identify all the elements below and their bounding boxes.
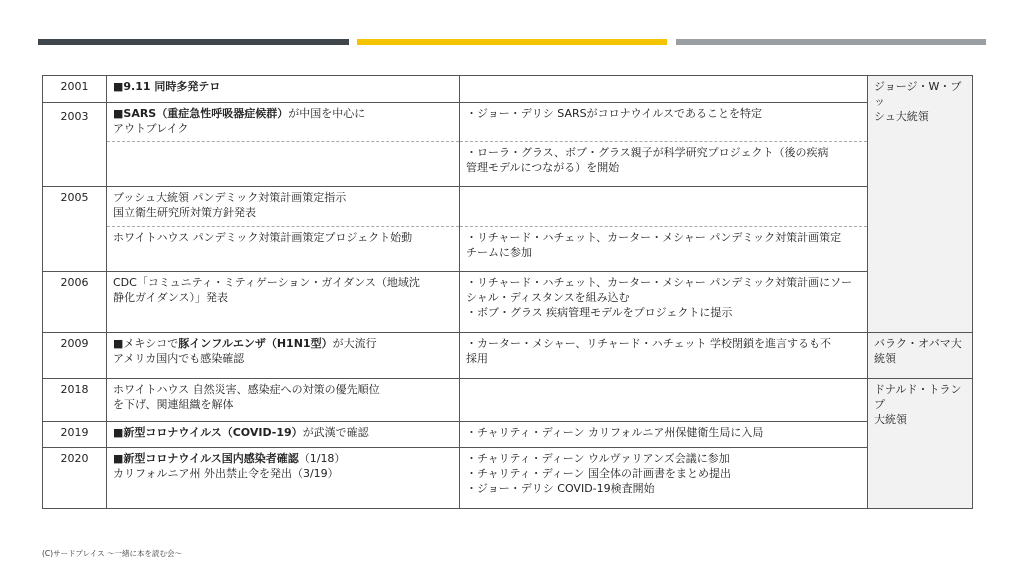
year-cell: 2005 bbox=[43, 187, 107, 272]
event-cell bbox=[107, 103, 460, 142]
event-bold-text: ■新型コロナウイルス（COVID-19） bbox=[113, 426, 303, 439]
event-text: が武漢で確認 bbox=[302, 426, 369, 439]
event-text: ホワイトハウス パンデミック対策計画策定プロジェクト始動 bbox=[113, 231, 413, 244]
action-cell: ・カーター・メシャー、リチャード・ハチェット 学校閉鎖を進言するも不 採用 bbox=[460, 333, 868, 379]
action-cell bbox=[460, 379, 868, 422]
event-bold-text: 豚インフルエンザ（H1N1型） bbox=[178, 337, 333, 350]
action-cell: ・リチャード・ハチェット、カーター・メシャー パンデミック対策計画にソー シャル・ディスタンスを組み込む ・ボブ・グラス 疾病管理モデルをプロジェクトに提示 bbox=[460, 272, 868, 333]
table-row bbox=[43, 379, 973, 422]
table-row bbox=[43, 76, 973, 103]
event-bold-text: ■新型コロナウイルス国内感染者確認 bbox=[113, 452, 299, 465]
year-cell: 2018 bbox=[43, 379, 107, 422]
table-row bbox=[43, 142, 973, 187]
event-text: （1/18） カリフォルニア州 外出禁止令を発出（3/19） bbox=[113, 452, 346, 480]
action-cell bbox=[460, 187, 868, 227]
event-text: ホワイトハウス 自然災害、感染症への対策の優先順位 を下げ、関連組織を解体 bbox=[113, 383, 380, 411]
event-cell bbox=[107, 227, 460, 272]
year-cell: 2001 bbox=[43, 76, 107, 103]
action-cell: ・ローラ・グラス、ボブ・グラス親子が科学研究プロジェクト（後の疾病 管理モデルにつながる）を開始 bbox=[460, 142, 868, 187]
table-row bbox=[43, 422, 973, 448]
event-cell bbox=[107, 187, 460, 227]
event-text: CDC「コミュニティ・ミティゲーション・ガイダンス（地域沈 静化ガイダンス）」発表 bbox=[113, 276, 420, 304]
event-cell bbox=[107, 333, 460, 379]
event-text: が大流行 アメリカ国内でも感染確認 bbox=[113, 337, 377, 365]
event-cell bbox=[107, 422, 460, 448]
table-row bbox=[43, 103, 973, 142]
year-cell: 2009 bbox=[43, 333, 107, 379]
event-cell bbox=[107, 76, 460, 103]
footer-copyright: (C)サードプレイス ～一緒に本を読む会～ bbox=[42, 549, 182, 558]
table-row bbox=[43, 448, 973, 509]
year-cell: 2006 bbox=[43, 272, 107, 333]
action-cell bbox=[460, 76, 868, 103]
event-text: ブッシュ大統領 パンデミック対策計画策定指示 国立衛生研究所対策方針発表 bbox=[113, 191, 347, 219]
action-cell: ・ジョー・デリシ SARSがコロナウイルスであることを特定 bbox=[460, 103, 868, 142]
action-cell: ・チャリティ・ディーン カリフォルニア州保健衛生局に入局 bbox=[460, 422, 868, 448]
president-cell: バラク・オバマ大 統領 bbox=[868, 333, 973, 379]
action-cell: ・リチャード・ハチェット、カーター・メシャー パンデミック対策計画策定 チームに参加 bbox=[460, 227, 868, 272]
year-cell: 2003 bbox=[43, 103, 107, 187]
header-bar-dark bbox=[38, 39, 349, 45]
header-bar-yellow bbox=[357, 39, 667, 45]
table-row bbox=[43, 187, 973, 227]
header-bar-gray bbox=[676, 39, 986, 45]
table-row bbox=[43, 333, 973, 379]
event-cell bbox=[107, 448, 460, 509]
timeline-table bbox=[42, 75, 973, 509]
year-cell: 2020 bbox=[43, 448, 107, 509]
event-cell bbox=[107, 379, 460, 422]
year-cell: 2019 bbox=[43, 422, 107, 448]
action-cell: ・チャリティ・ディーン ウルヴァリアンズ会議に参加 ・チャリティ・ディーン 国全体の計画書をまとめ提出 ・ジョー・デリシ COVID-19検査開始 bbox=[460, 448, 868, 509]
event-cell bbox=[107, 142, 460, 187]
table-row bbox=[43, 227, 973, 272]
president-cell: ドナルド・トランプ 大統領 bbox=[868, 379, 973, 509]
event-text: ■メキシコで bbox=[113, 337, 179, 350]
event-text: が中国を中心に アウトブレイク bbox=[113, 107, 366, 135]
event-bold-text: ■9.11 同時多発テロ bbox=[113, 80, 221, 93]
president-cell: ジョージ・W・ブッ シュ大統領 bbox=[868, 76, 973, 333]
event-cell bbox=[107, 272, 460, 333]
table-row bbox=[43, 272, 973, 333]
event-bold-text: ■SARS（重症急性呼吸器症候群） bbox=[113, 107, 289, 120]
